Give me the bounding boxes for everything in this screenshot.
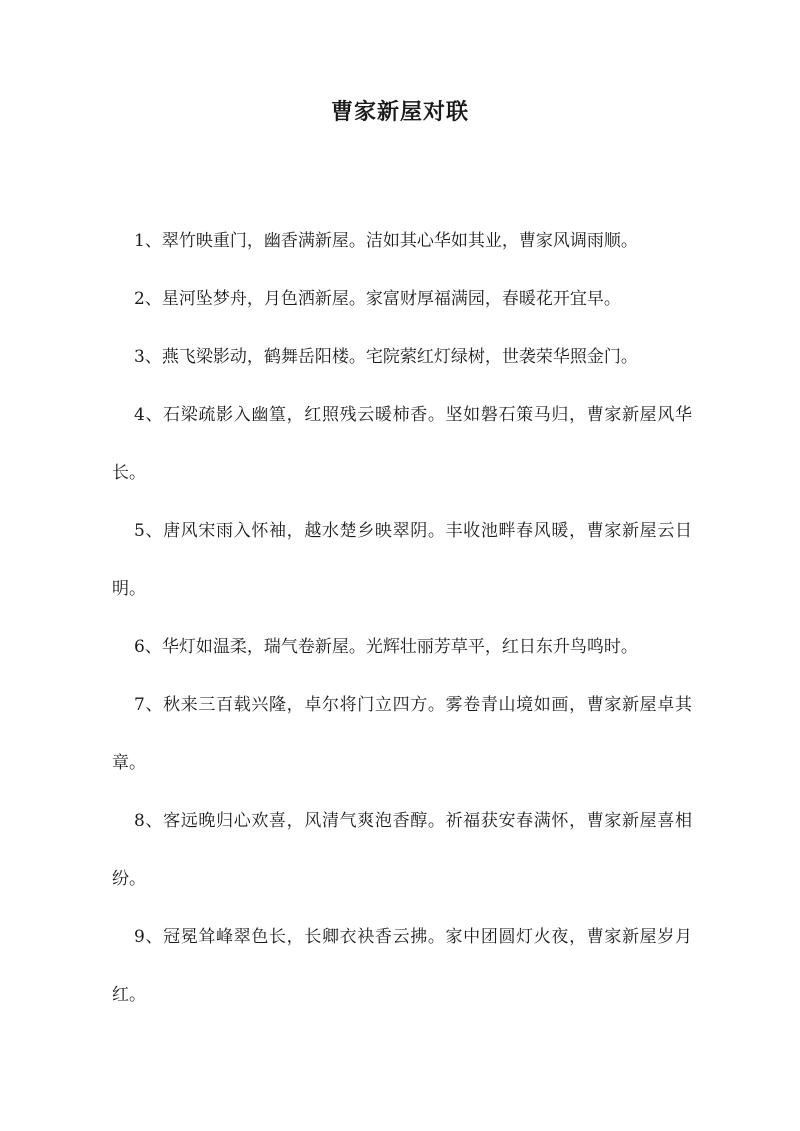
couplet-item: 4、石梁疏影入幽篁，红照残云暖柿香。坚如磐石策马归，曹家新屋风华长。 [112, 405, 692, 483]
couplet-item: 5、唐风宋雨入怀袖，越水楚乡映翠阴。丰收池畔春风暖，曹家新屋云日明。 [112, 521, 692, 599]
couplet-item: 2、星河坠梦舟，月色洒新屋。家富财厚福满园，春暖花开宜早。 [134, 289, 621, 309]
couplet-item: 6、华灯如温柔，瑞气卷新屋。光辉壮丽芳草平，红日东升鸟鸣时。 [134, 637, 638, 657]
couplet-item: 9、冠冕耸峰翠色长，长卿衣袂香云拂。家中团圆灯火夜，曹家新屋岁月红。 [112, 927, 692, 1005]
page-title: 曹家新屋对联 [330, 99, 469, 125]
couplet-item: 1、翠竹映重门，幽香满新屋。洁如其心华如其业，曹家风调雨顺。 [134, 231, 638, 251]
couplet-item: 8、客远晚归心欢喜，风清气爽泡香醇。祈福获安春满怀，曹家新屋喜相纷。 [112, 811, 692, 889]
couplet-item: 7、秋来三百载兴隆，卓尔将门立四方。雾卷青山境如画，曹家新屋卓其章。 [112, 695, 692, 773]
couplet-item: 3、燕飞梁影动，鹤舞岳阳楼。宅院萦红灯绿树，世袭荣华照金门。 [134, 347, 638, 367]
couplet-list [112, 212, 692, 1024]
